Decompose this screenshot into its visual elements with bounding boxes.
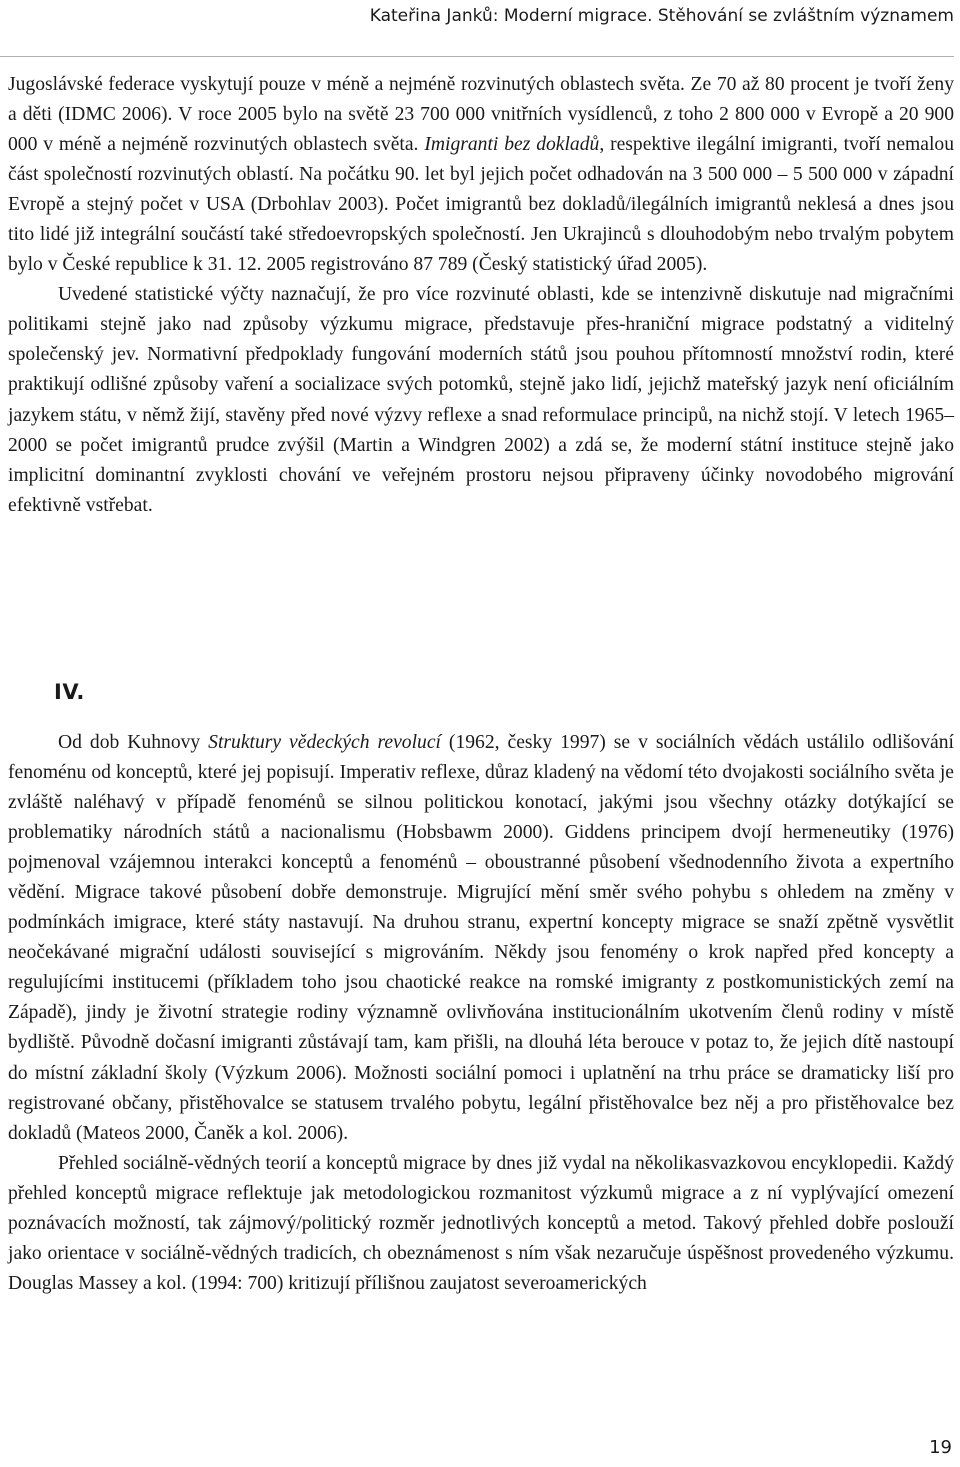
text-run: , respektive ilegální imigranti, tvoří nemalou část společností rozvinutých oblastí. Na počátku 90. let byl jejich počet odhadován na 3 500 000 – 5 500 000 v západní Evropě a stejný počet v USA (Drbohlav 2003). Počet imigrantů bez dokladů/ilegálních imigrantů neklesá a dnes jsou tito lidé již integrální součástí také středoevropských společností. Jen Ukrajinců s dlouhodobým nebo trvalým pobytem bylo v České republice k 31. 12. 2005 registrováno 87 789 (Český statistický úřad 2005). — [8, 134, 955, 276]
paragraph-2 — [8, 280, 954, 520]
italic-term: Imigranti bez dokladů — [424, 134, 600, 156]
body-text-bottom — [8, 728, 954, 1299]
paragraph-3 — [8, 728, 954, 1149]
text-run: Od dob Kuhnovy — [58, 732, 209, 753]
text-run: (1962, česky 1997) se v sociálních vědách ustálilo odlišování fenoménu od konceptů, které jej popisují. Imperativ reflexe, důraz kladený na vědomí této dvojakosti sociálního světa je zvláště naléhavý v případě fenoménů se silnou politickou konotací, jakými jsou všechny otázky dotýkající se problematiky národních států a nacionalismu (Hobsbawm 2000). Giddens principem dvojí hermeneutiky (1976) pojmenoval vzájemnou interakci konceptů a fenoménů – oboustranné působení všednodenního života a expertního vědění. Migrace takové působení dobře demonstruje. Migrující mění směr svého pohybu s ohledem na změny v podmínkách imigrace, které státy nastavují. Na druhou stranu, expertní koncepty migrace se snaží zpětně vysvětlit neočekávané migrační události související s migrováním. Někdy jsou fenomény o krok napřed před koncepty a regulujícími institucemi (příkladem toho jsou chaotické reakce na romské imigranty z postkomunistických zemí na Západě), jindy je životní strategie rodiny významně ovlivňována institucionálním ukotvením členů rodiny v místě bydliště. Původně dočasní imigranti zůstávají tam, kam přišli, na dlouhá léta berouce v potaz to, že jejich dítě nastoupí do místní základní školy (Výzkum 2006). Možnosti sociální pomoci i uplatnění na trhu práce se dramaticky liší pro registrované občany, přistěhovalce se statusem trvalého pobytu, legální přistěhovalce bez něj a pro přistěhovalce bez dokladů (Mateos 2000, Čaněk a kol. 2006). — [8, 732, 954, 1144]
text-run: Jugoslávské federace vyskytují pouze v méně a nejméně rozvinutých oblastech světa. Ze 70 až 80 procent je tvoří ženy a děti (IDMC 2006). V roce 2005 bylo na světě 23 700 000 vnitřních vysídlenců, z toho 2 800 000 v Evropě a 20 900 000 v méně a nejméně rozvinutých oblastech světa. — [8, 74, 954, 156]
running-title: Kateřina Janků: Moderní migrace. Stěhování se zvláštním významem — [369, 6, 954, 26]
body-text-top — [8, 70, 954, 521]
text-run: Přehled sociálně-vědných teorií a konceptů migrace by dnes již vydal na několikasvazkovou encyklopedii. Každý přehled konceptů migrace reflektuje jak metodologickou rozmanitost výzkumů migrace a z ní vyplývající omezení poznávacích možností, tak zájmový/politický rozměr jednotlivých konceptů a metod. Takový přehled dobře poslouží jako orientace v sociálně-vědných tradicích, ch obeznámenost s ním však nezaručuje úspěšnost provedeného výzkumu. Douglas Massey a kol. (1994: 700) kritizují přílišnou zaujatost severoamerických — [8, 1152, 954, 1294]
paragraph-4 — [8, 1149, 954, 1299]
page-number: 19 — [929, 1437, 952, 1458]
text-run: Uvedené statistické výčty naznačují, že pro více rozvinuté oblasti, kde se intenzivně diskutuje nad migračními politikami stejně jako nad způsoby výzkumu migrace, představuje přes-hraniční migrace podstatný a viditelný společenský jev. Normativní předpoklady fungování moderních států jsou pouhou přítomností množství rodin, které praktikují odlišné způsoby vaření a socializace svých potomků, stejně jako lidí, jejichž mateřský jazyk není oficiálním jazykem státu, v němž žijí, stavěny před nové výzvy reflexe a snad reformulace principů, na nichž stojí. V letech 1965–2000 se počet imigrantů prudce zvýšil (Martin a Windgren 2002) a zdá se, že moderní státní instituce stejně jako implicitní dominantní zvyklosti chování ve veřejném prostoru nejsou připraveny účinky novodobého migrování efektivně vstřebat. — [8, 284, 954, 516]
running-header — [0, 0, 954, 57]
paragraph-1 — [8, 70, 954, 280]
section-heading: IV. — [54, 680, 85, 704]
italic-book-title: Struktury vědeckých revolucí — [208, 732, 441, 753]
